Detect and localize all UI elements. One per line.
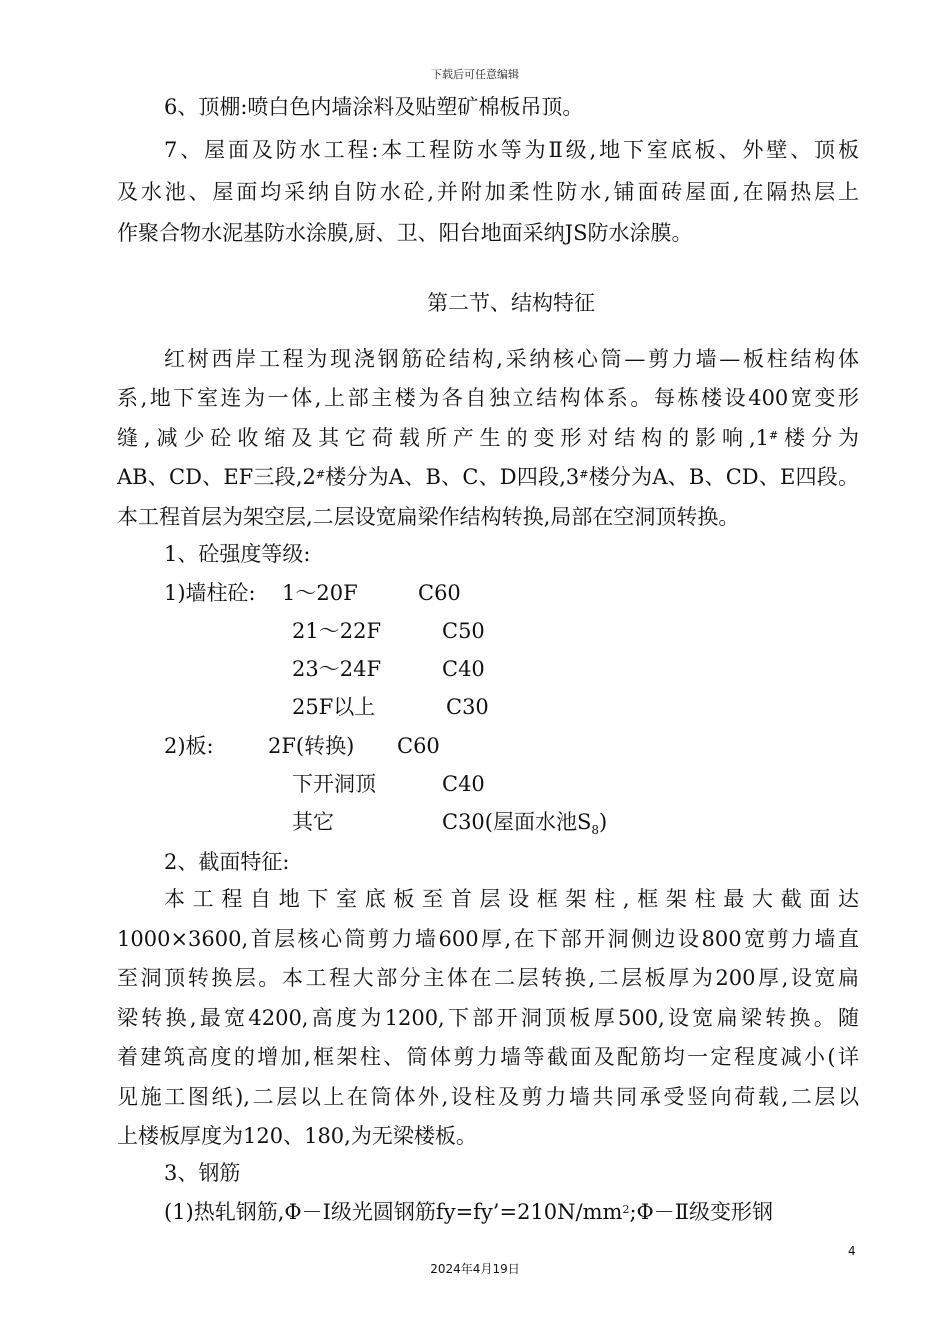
intro-line-2: 系,地下室连为一体,上部主楼为各自独立结构体系。每栋楼设400宽变形 (117, 386, 859, 410)
wall-row-floor: 23～24F (292, 657, 382, 681)
item-7-line-3: 作聚合物水泥基防水涂膜,厨、卫、阳台地面采纳JS防水涂膜。 (117, 221, 693, 245)
section-feature-line-3: 至洞顶转换层。本工程大部分主体在二层转换,二层板厚为200厚,设宽扁 (117, 966, 859, 990)
slab-row-grade: C30(屋面水池$S_8$) (442, 810, 608, 838)
item-7-line-2: 及水池、屋面均采纳自防水砼,并附加柔性防水,铺面砖屋面,在隔热层上 (117, 180, 859, 204)
intro-line-5: 本工程首层为架空层,二层设宽扁梁作结构转换,局部在空洞顶转换。 (117, 505, 740, 529)
section-feature-line-4: 梁转换,最宽4200,高度为1200,下部开洞顶板厚500,设宽扁梁转换。随 (117, 1006, 859, 1030)
section-feature-line-7: 上楼板厚度为120、180,为无梁楼板。 (117, 1124, 477, 1148)
rebar-heading: 3、钢筋 (164, 1161, 241, 1185)
section-title: 第二节、结构特征 (427, 291, 595, 315)
section-feature-line-2: 1000×3600,首层核心筒剪力墙600厚,在下部开洞侧边设800宽剪力墙直 (117, 927, 859, 951)
section-feature-line-5: 着建筑高度的增加,框架柱、筒体剪力墙等截面及配筋均一定程度减小(详 (117, 1045, 859, 1069)
wall-row-floor: 1～20F (282, 581, 358, 605)
intro-line-4: AB、CD、EF三段,2#楼分为A、B、C、D四段,3#楼分为A、B、CD、E四段。 (117, 465, 859, 489)
item-7-line-1: 7、屋面及防水工程:本工程防水等为Ⅱ级,地下室底板、外壁、顶板 (164, 138, 859, 162)
slab-row-floor: 下开洞顶 (292, 772, 376, 796)
section-feature-line-1: 本工程自地下室底板至首层设框架柱,框架柱最大截面达 (164, 887, 859, 911)
item-6-ceiling: 6、顶棚:喷白色内墙涂料及贴塑矿棉板吊顶。 (164, 95, 584, 119)
wall-row-grade: C40 (442, 657, 485, 681)
wall-row-floor: 21～22F (292, 619, 382, 643)
slab-label: 2)板: (164, 734, 214, 758)
footer-date: 2024年4月19日 (430, 1262, 520, 1276)
section-feature-heading: 2、截面特征: (164, 850, 290, 874)
wall-row-grade: C60 (418, 581, 461, 605)
intro-line-3: 缝,减少砼收缩及其它荷载所产生的变形对结构的影响,1#楼分为 (117, 426, 860, 450)
wall-row-floor: 25F以上 (292, 695, 376, 719)
wall-row-grade: C50 (442, 619, 485, 643)
slab-row-grade: C60 (397, 734, 440, 758)
wall-row-grade: C30 (446, 695, 489, 719)
wall-column-label: 1)墙柱砼: (164, 581, 256, 605)
slab-row-floor: 2F(转换) (268, 734, 355, 758)
slab-row-floor: 其它 (292, 810, 334, 834)
rebar-line-1: (1)热轧钢筋,Φ－Ⅰ级光圆钢筋$fy=fy’=210N/mm^2;\Phi-Ⅱ$级变形钢 (164, 1200, 774, 1224)
intro-line-1: 红树西岸工程为现浇钢筋砼结构,采纳核心筒—剪力墙—板柱结构体 (164, 347, 859, 371)
concrete-heading: 1、砼强度等级: (164, 542, 311, 566)
page-number: 4 (848, 1244, 856, 1258)
section-feature-line-6: 见施工图纸),二层以上在筒体外,设柱及剪力墙共同承受竖向荷载,二层以 (117, 1085, 859, 1109)
page-header: 下载后可任意编辑 (431, 68, 519, 81)
slab-row-grade: C40 (442, 772, 485, 796)
